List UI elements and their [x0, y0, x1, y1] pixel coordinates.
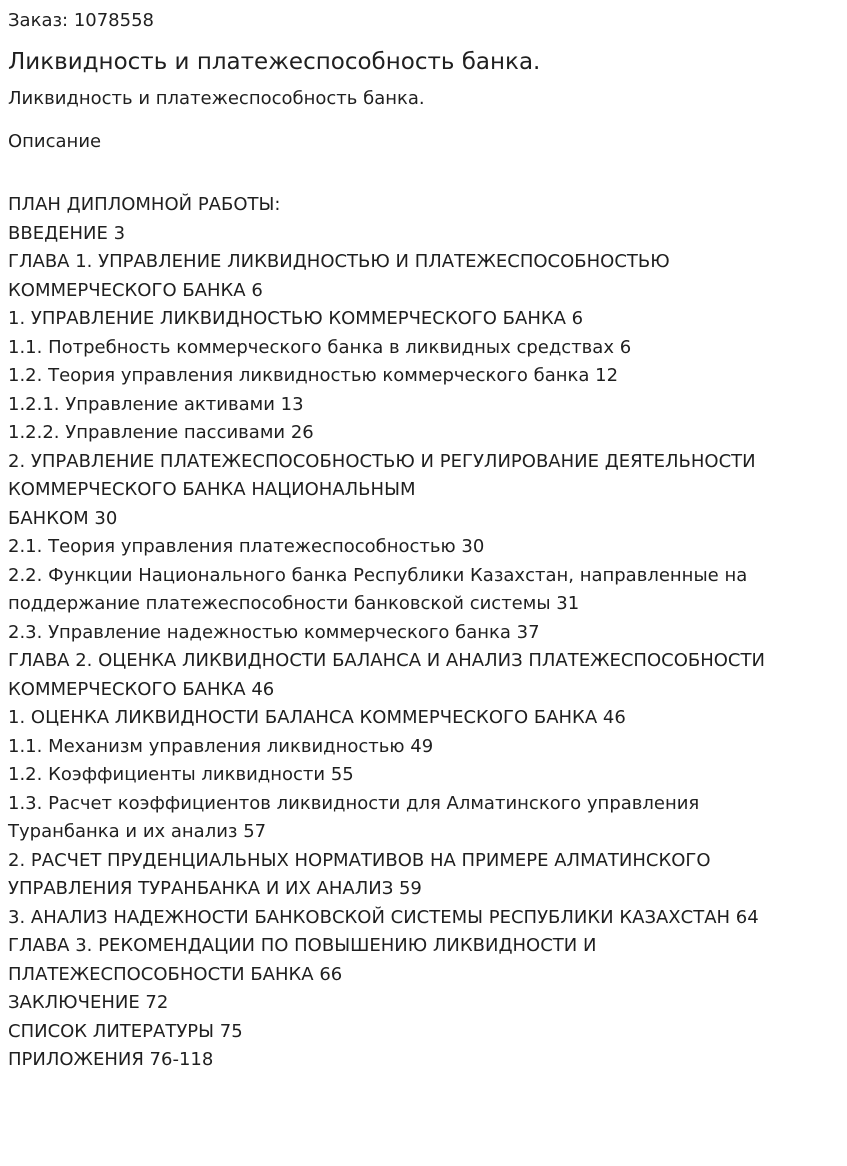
plan-line: СПИСОК ЛИТЕРАТУРЫ 75 [8, 1020, 243, 1042]
page-title: Ликвидность и платежеспособность банка. [8, 49, 541, 75]
plan-line: 1.2. Коэффициенты ликвидности 55 [8, 764, 354, 785]
plan-line: 2.2. Функции Национального банка Республики Казахстан, направленные на [8, 564, 748, 586]
plan-line: 1.2. Теория управления ликвидностью коммерческого банка 12 [8, 365, 619, 386]
thesis-plan [8, 191, 839, 1075]
plan-line: КОММЕРЧЕСКОГО БАНКА НАЦИОНАЛЬНЫМ [8, 479, 416, 500]
plan-line: ГЛАВА 1. УПРАВЛЕНИЕ ЛИКВИДНОСТЬЮ И ПЛАТЕЖЕСПОСОБНОСТЬЮ [8, 251, 670, 272]
plan-line: КОММЕРЧЕСКОГО БАНКА 46 [8, 678, 275, 700]
plan-line: 1. УПРАВЛЕНИЕ ЛИКВИДНОСТЬЮ КОММЕРЧЕСКОГО БАНКА 6 [8, 308, 584, 329]
plan-line: ГЛАВА 3. РЕКОМЕНДАЦИИ ПО ПОВЫШЕНИЮ ЛИКВИДНОСТИ И [8, 935, 597, 956]
plan-line: УПРАВЛЕНИЯ ТУРАНБАНКА И ИХ АНАЛИЗ 59 [8, 878, 422, 899]
plan-line: 1.2.1. Управление активами 13 [8, 393, 304, 415]
plan-line: ГЛАВА 2. ОЦЕНКА ЛИКВИДНОСТИ БАЛАНСА И АНАЛИЗ ПЛАТЕЖЕСПОСОБНОСТИ [8, 650, 765, 671]
plan-line: поддержание платежеспособности банковской системы 31 [8, 593, 580, 614]
plan-line: 2.1. Теория управления платежеспособностью 30 [8, 536, 485, 557]
plan-line: 3. АНАЛИЗ НАДЕЖНОСТИ БАНКОВСКОЙ СИСТЕМЫ РЕСПУБЛИКИ КАЗАХСТАН 64 [8, 906, 759, 928]
plan-line: 1.1. Механизм управления ликвидностью 49 [8, 735, 434, 757]
plan-line: 1.2.2. Управление пассивами 26 [8, 422, 314, 443]
plan-line: ВВЕДЕНИЕ 3 [8, 222, 126, 244]
page-subtitle: Ликвидность и платежеспособность банка. [8, 88, 425, 109]
plan-line: 1.3. Расчет коэффициентов ликвидности для Алматинского управления [8, 792, 700, 814]
plan-line: 2.3. Управление надежностью коммерческого банка 37 [8, 621, 540, 643]
plan-line: ЗАКЛЮЧЕНИЕ 72 [8, 992, 169, 1013]
plan-line: ПЛАТЕЖЕСПОСОБНОСТИ БАНКА 66 [8, 963, 343, 985]
description-label: Описание [8, 131, 102, 152]
plan-line: ПЛАН ДИПЛОМНОЙ РАБОТЫ: [8, 194, 281, 215]
plan-line: 2. УПРАВЛЕНИЕ ПЛАТЕЖЕСПОСОБНОСТЬЮ И РЕГУЛИРОВАНИЕ ДЕЯТЕЛЬНОСТИ [8, 450, 756, 472]
order-number: Заказ: 1078558 [8, 10, 154, 31]
plan-line: 1.1. Потребность коммерческого банка в ликвидных средствах 6 [8, 336, 632, 358]
plan-line: ПРИЛОЖЕНИЯ 76-118 [8, 1049, 214, 1070]
plan-line: БАНКОМ 30 [8, 507, 118, 529]
plan-line: КОММЕРЧЕСКОГО БАНКА 6 [8, 279, 263, 301]
plan-line: 2. РАСЧЕТ ПРУДЕНЦИАЛЬНЫХ НОРМАТИВОВ НА ПРИМЕРЕ АЛМАТИНСКОГО [8, 849, 711, 871]
plan-line: 1. ОЦЕНКА ЛИКВИДНОСТИ БАЛАНСА КОММЕРЧЕСКОГО БАНКА 46 [8, 707, 626, 728]
plan-line: Туранбанка и их анализ 57 [8, 821, 267, 842]
